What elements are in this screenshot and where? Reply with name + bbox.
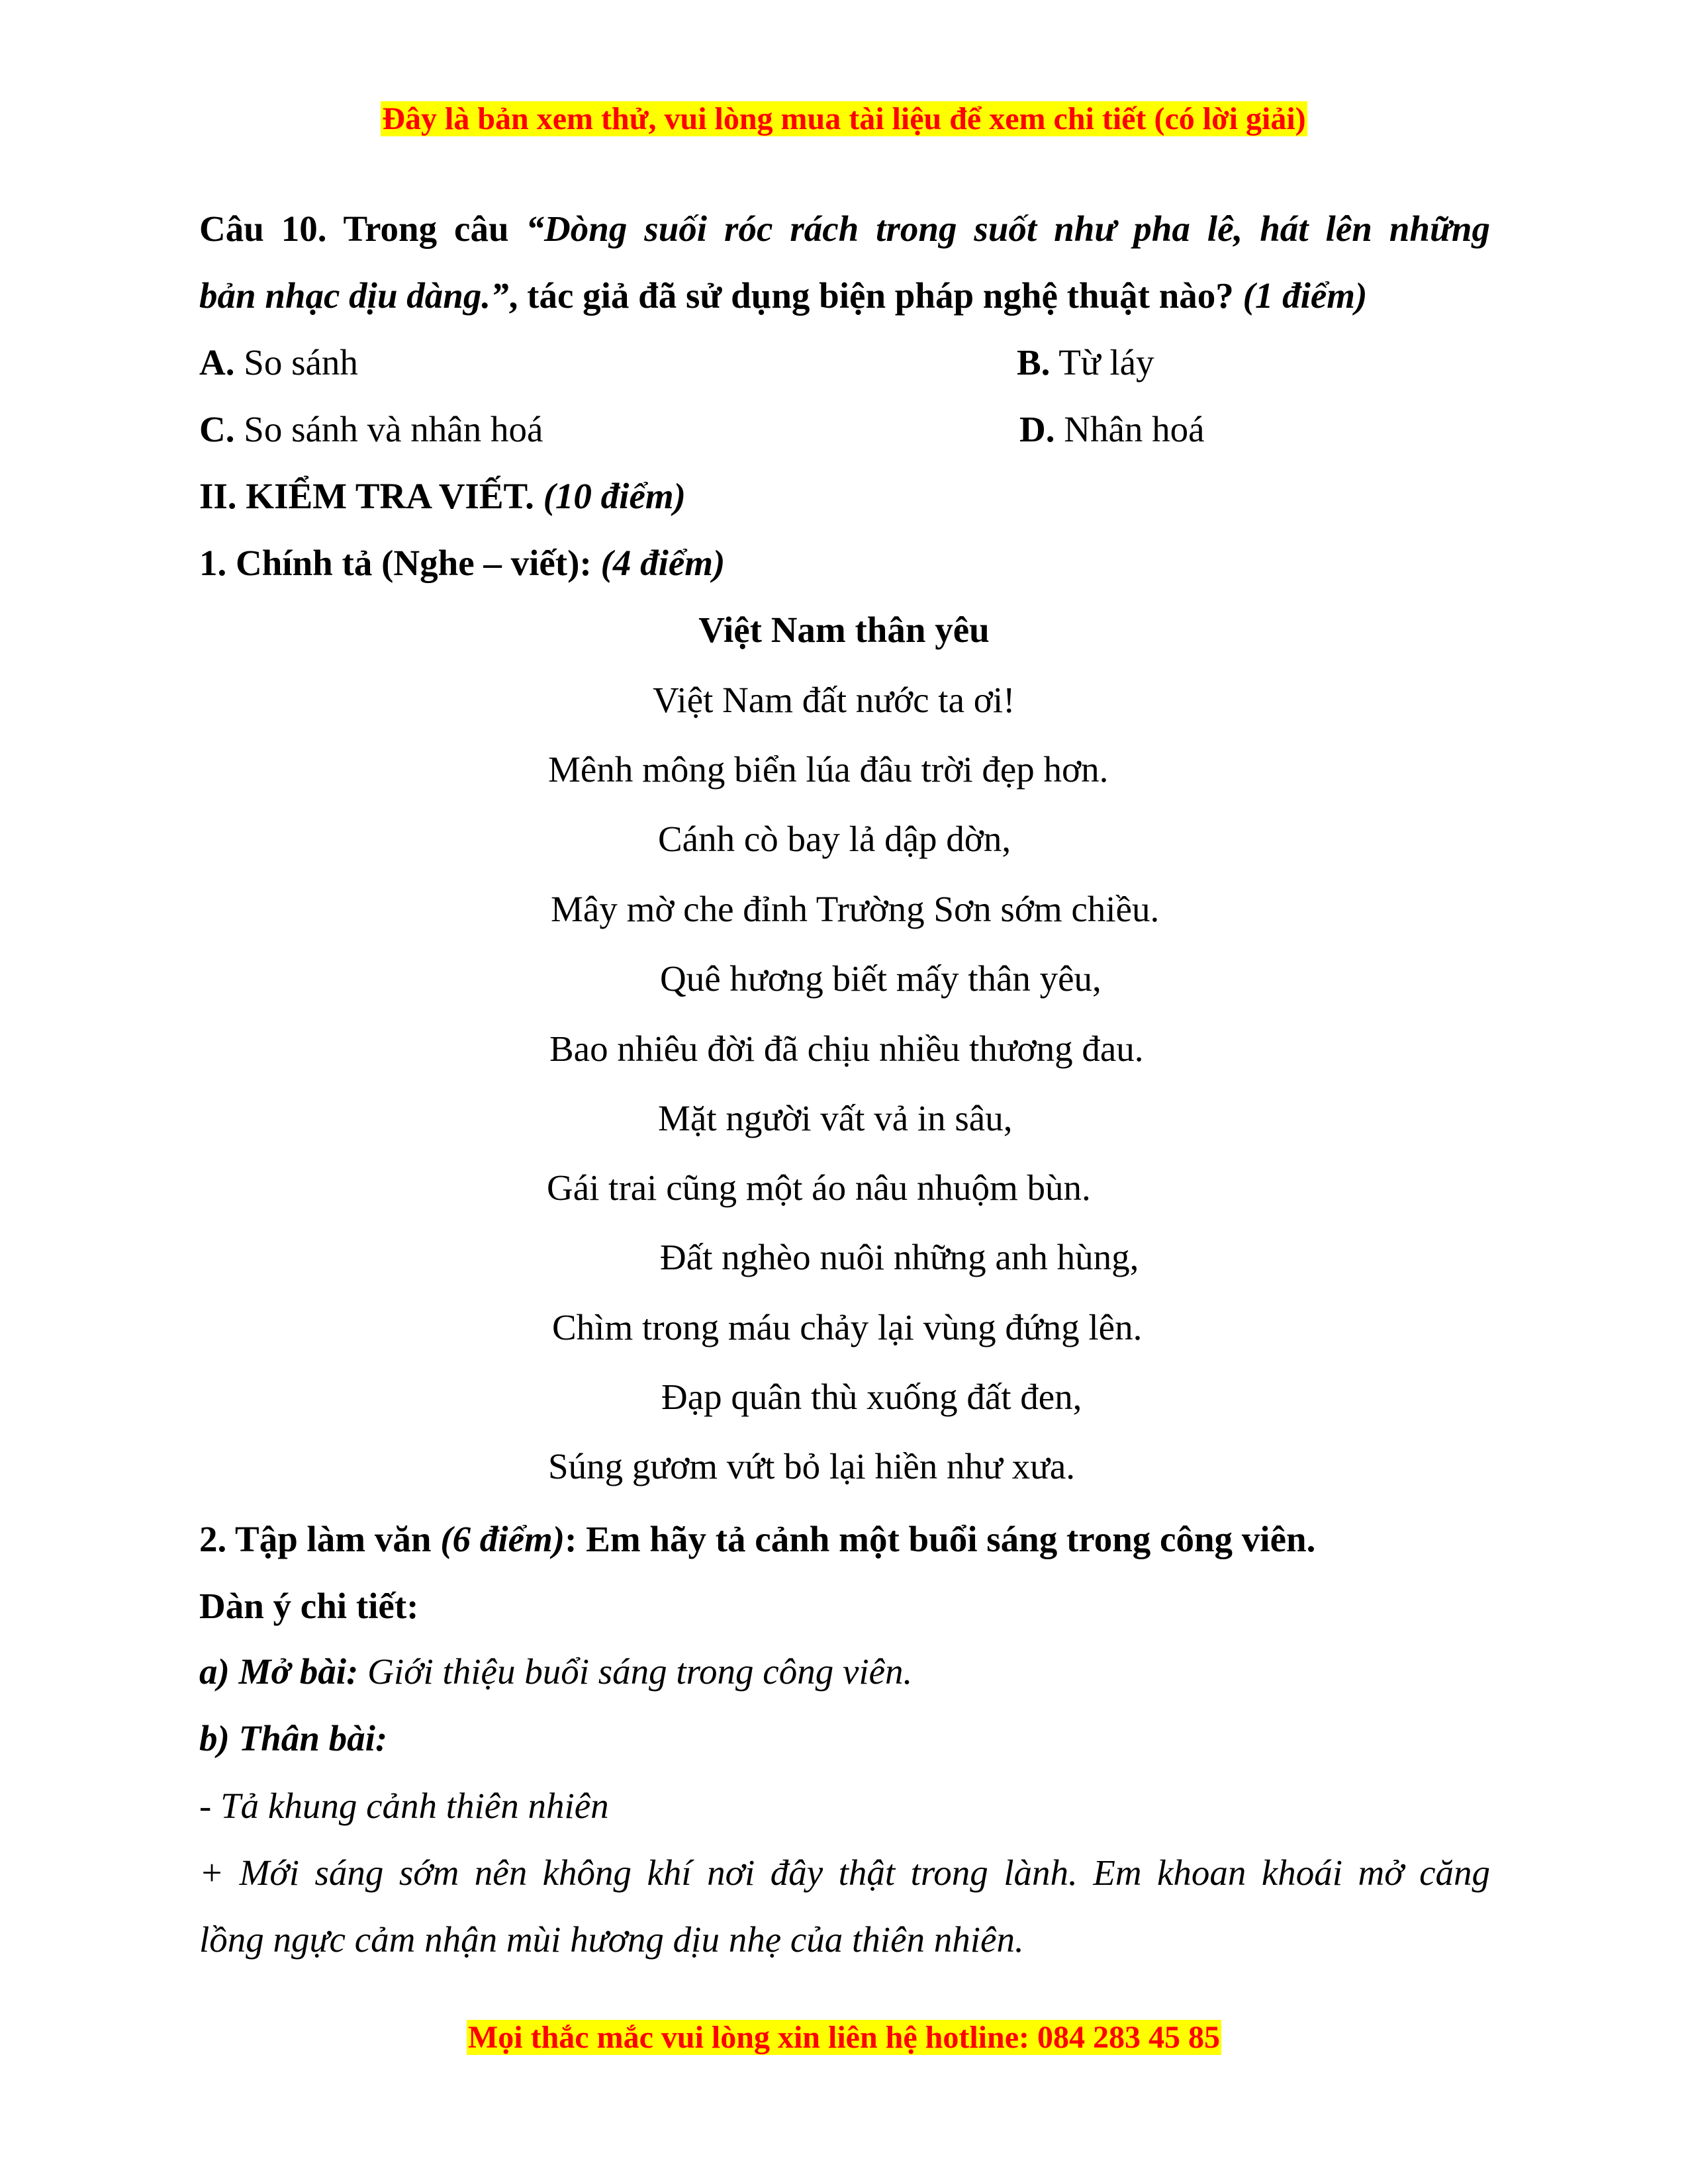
option-text: So sánh và nhân hoá bbox=[234, 409, 543, 449]
poem-line: Mênh mông biển lúa đâu trời đẹp hơn. bbox=[548, 749, 1109, 790]
option-text: So sánh bbox=[234, 342, 358, 383]
outline-intro bbox=[199, 1639, 912, 1705]
hotline-banner bbox=[0, 2013, 1688, 2061]
part-2-heading bbox=[199, 1506, 1315, 1572]
outline-body-label: b) Thân bài: bbox=[199, 1718, 388, 1758]
outline-bullet-detail: + Mới sáng sớm nên không khí nơi đây thật trong lành. Em khoan khoái mở căng bbox=[199, 1852, 1490, 1893]
heading-points: (6 điểm) bbox=[440, 1519, 565, 1559]
poem-line: Bao nhiêu đời đã chịu nhiều thương đau. bbox=[549, 1028, 1144, 1069]
question-quote-end: bản nhạc dịu dàng.” bbox=[199, 275, 509, 316]
heading-text: 2. Tập làm văn bbox=[199, 1519, 441, 1559]
option-text: Từ láy bbox=[1050, 342, 1154, 383]
question-points: (1 điểm) bbox=[1243, 275, 1368, 316]
option-text: Nhân hoá bbox=[1055, 409, 1205, 449]
intro-label: a) Mở bài: bbox=[199, 1651, 359, 1692]
hotline-text: Mọi thắc mắc vui lòng xin liên hệ hotline: 084 283 45 85 bbox=[467, 2020, 1220, 2055]
outline-bullet: - Tả khung cảnh thiên nhiên bbox=[199, 1786, 609, 1826]
poem-line: Đất nghèo nuôi những anh hùng, bbox=[660, 1237, 1139, 1277]
option-letter: B. bbox=[1017, 342, 1051, 383]
heading-prompt: : Em hãy tả cảnh một buổi sáng trong công viên. bbox=[565, 1519, 1316, 1559]
poem-line: Việt Nam đất nước ta ơi! bbox=[653, 680, 1015, 720]
heading-points: (10 điểm) bbox=[543, 476, 686, 516]
poem-line: Gái trai cũng một áo nâu nhuộm bùn. bbox=[547, 1167, 1091, 1208]
section-2-heading bbox=[199, 463, 686, 529]
poem-line: Mây mờ che đỉnh Trường Sơn sớm chiều. bbox=[551, 889, 1160, 929]
outline-title: Dàn ý chi tiết: bbox=[199, 1586, 419, 1626]
question-text: , tác giả đã sử dụng biện pháp nghệ thuật nào? bbox=[508, 275, 1243, 316]
preview-notice-banner bbox=[0, 94, 1688, 142]
option-letter: A. bbox=[199, 342, 235, 383]
question-label: Câu 10. Trong câu bbox=[199, 208, 526, 249]
poem-line: Súng gươm vứt bỏ lại hiền như xưa. bbox=[548, 1446, 1076, 1486]
option-d bbox=[1019, 396, 1205, 463]
poem-title: Việt Nam thân yêu bbox=[698, 610, 990, 650]
heading-text: 1. Chính tả (Nghe – viết): bbox=[199, 543, 601, 583]
poem-line: Đạp quân thù xuống đất đen, bbox=[661, 1377, 1082, 1417]
question-10-line2 bbox=[199, 263, 1367, 329]
poem-line: Mặt người vất vả in sâu, bbox=[658, 1098, 1013, 1138]
option-c bbox=[199, 396, 543, 463]
option-letter: D. bbox=[1019, 409, 1055, 449]
question-quote: “Dòng suối róc rách trong suốt như pha lê, hát lên những bbox=[526, 208, 1490, 249]
poem-line: Cánh cò bay lả dập dờn, bbox=[658, 819, 1011, 859]
heading-text: II. KIỂM TRA VIẾT. bbox=[199, 476, 543, 516]
outline-bullet-detail-cont: lồng ngực cảm nhận mùi hương dịu nhẹ của thiên nhiên. bbox=[199, 1919, 1024, 1960]
question-10-line1 bbox=[199, 196, 1490, 262]
option-b bbox=[1017, 330, 1154, 396]
preview-notice-text: Đây là bản xem thử, vui lòng mua tài liệu để xem chi tiết (có lời giải) bbox=[382, 101, 1306, 136]
intro-text: Giới thiệu buổi sáng trong công viên. bbox=[358, 1651, 913, 1692]
option-letter: C. bbox=[199, 409, 235, 449]
option-a bbox=[199, 330, 358, 396]
poem-line: Quê hương biết mấy thân yêu, bbox=[660, 958, 1102, 999]
heading-points: (4 điểm) bbox=[600, 543, 726, 583]
poem-line: Chìm trong máu chảy lại vùng đứng lên. bbox=[552, 1307, 1143, 1347]
part-1-heading bbox=[199, 530, 725, 596]
